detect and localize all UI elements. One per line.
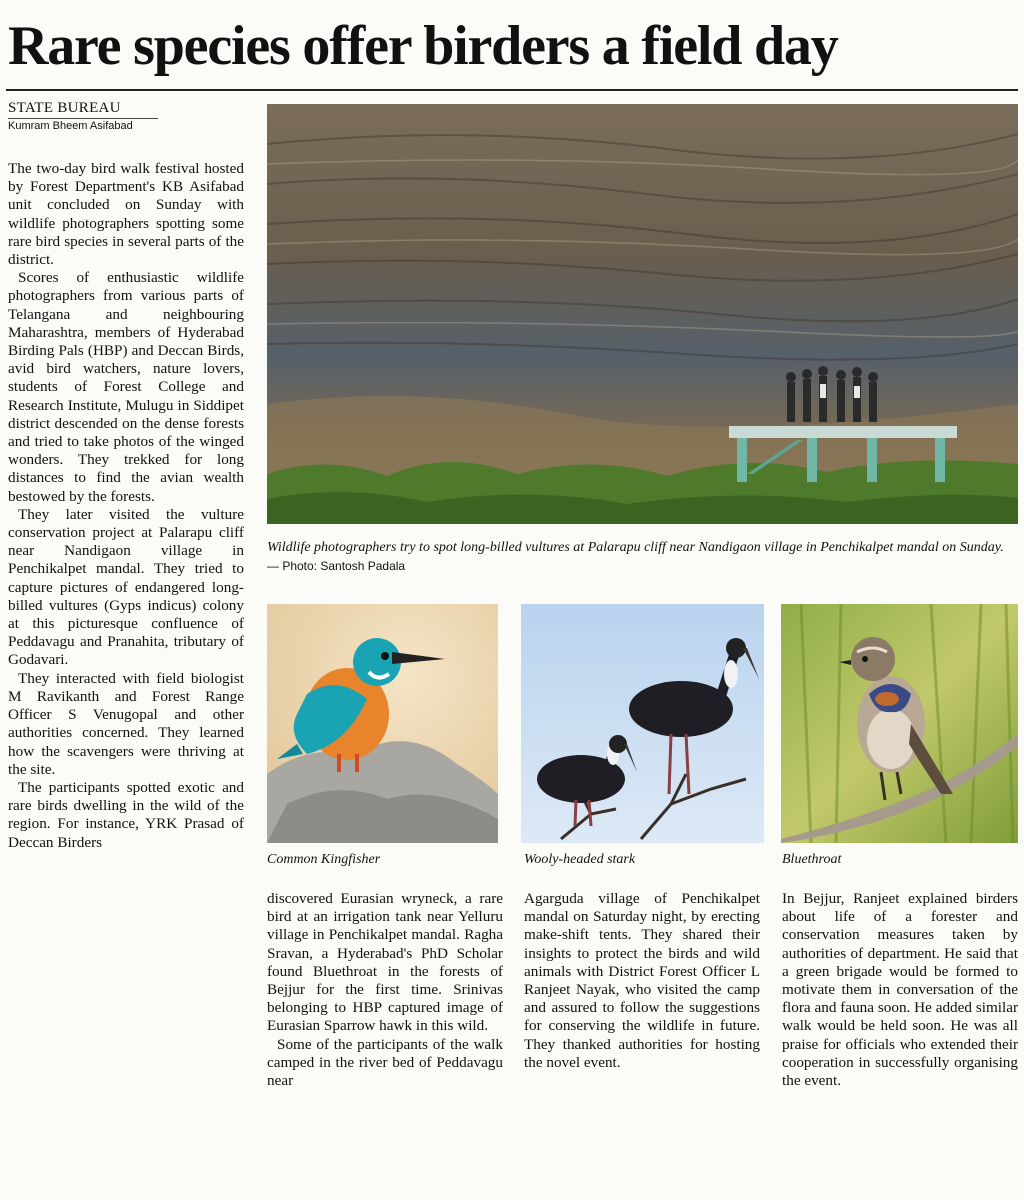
paragraph: The two-day bird walk festival hosted by Forest Department's KB Asifabad unit concluded on Sunday with wildlife photographers spotting some rare bird species in several parts of the district.: [8, 160, 244, 269]
paragraph: The participants spotted exotic and rare birds dwelling in the wild of the region. For instance, YRK Prasad of Deccan Birders: [8, 778, 244, 851]
stork-photo: [521, 604, 764, 843]
kingfisher-photo: [267, 604, 498, 843]
paragraph: Scores of enthusiastic wildlife photographers from various parts of Telangana and neighbouring Maharashtra, members of Hyderabad Birding Pals (HBP) and Deccan Birds, avid bird watchers, nature lovers, students of Forest College and Research Institute, Mulugu in Siddipet district descended on the dense forests and tried to take photos of the winged wonders. They trekked for long distances to find the avian wealth bestowed by the forests.: [8, 269, 244, 505]
kingfisher-caption: Common Kingfisher: [267, 852, 381, 867]
article-column-4: [782, 890, 1018, 1090]
bluethroat-photo: [781, 604, 1018, 843]
article-column-2: [267, 890, 503, 1090]
byline-rule: [8, 118, 158, 119]
main-photo-caption: [267, 538, 1018, 576]
headline: Rare species offer birders a field day: [8, 15, 838, 77]
byline: STATE BUREAU: [8, 100, 121, 116]
paragraph: In Bejjur, Ranjeet explained birders about life of a forester and conservation measures taken by authorities of department. He said that a green brigade would be formed to motivate them in conversation of the flora and fauna soon. He added similar walk would be held soon. He was all praise for officials who extended their cooperation in successfully organising the event.: [782, 890, 1018, 1090]
paragraph: They later visited the vulture conservation project at Palarapu cliff near Nandigaon village in Penchikalpet mandal. They tried to capture pictures of endangered long-billed vultures (Gyps indicus) colony at this picturesque confluence of Peddavagu and Pranahita, tributary of Godavari.: [8, 505, 244, 669]
paragraph: discovered Eurasian wryneck, a rare bird at an irrigation tank near Yelluru village in Penchikalpet mandal. Ragha Sravan, a Hyderabad's PhD Scholar found Bluethroat in the forests of Bejjur for the first time. Srinivas belonging to HBP captured image of Eurasian Sparrow hawk in this wild.: [267, 890, 503, 1035]
headline-rule: [6, 89, 1018, 91]
article-column-3: [524, 890, 760, 1072]
stork-caption: Wooly-headed stark: [524, 852, 636, 867]
bluethroat-caption: Bluethroat: [782, 852, 842, 867]
photo-credit: — Photo: Santosh Padala: [267, 559, 406, 573]
paragraph: Some of the participants of the walk camped in the river bed of Peddavagu near: [267, 1035, 503, 1090]
article-column-1: [8, 160, 244, 852]
cliff-viewpoint-photo: [267, 104, 1018, 524]
dateline: Kumram Bheem Asifabad: [8, 120, 133, 132]
caption-text: Wildlife photographers try to spot long-billed vultures at Palarapu cliff near Nandigaon village in Penchikalpet mandal on Sunday.: [267, 540, 1004, 555]
paragraph: Agarguda village of Penchikalpet mandal on Saturday night, by erecting make-shift tents. They shared their insights to protect the birds and wild animals with District Forest Officer L Ranjeet Nayak, who visited the camp and assured to follow the suggestions for conserving the wildlife in future. They thanked authorities for hosting the novel event.: [524, 890, 760, 1071]
paragraph: They interacted with field biologist M Ravikanth and Forest Range Officer S Venugopal and other authorities concerned. They learned how the scavengers were thriving at the site.: [8, 669, 244, 778]
